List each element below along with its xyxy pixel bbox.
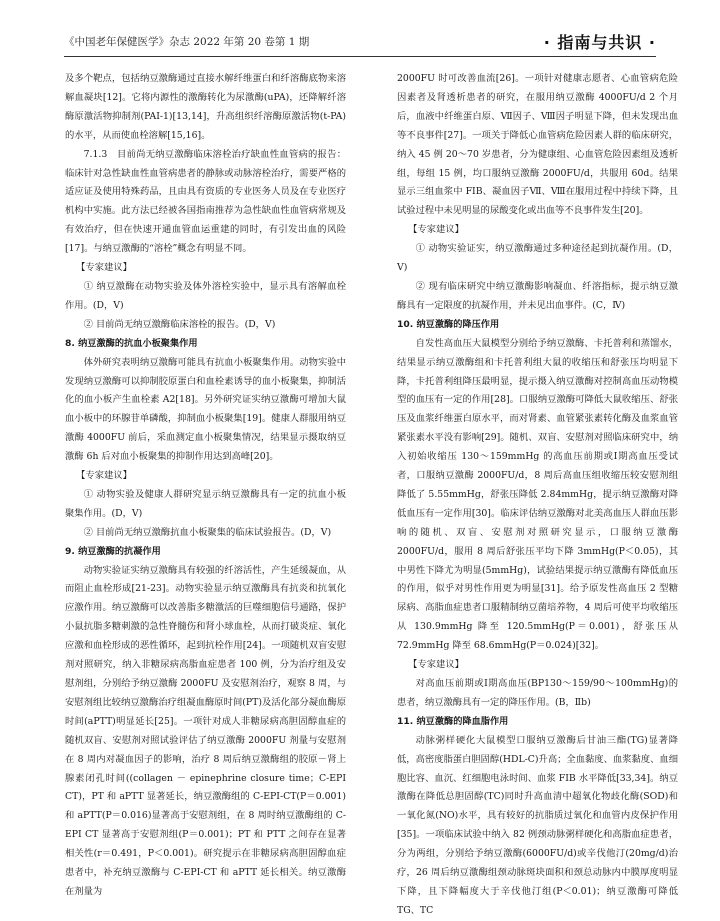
body-paragraph: 动物实验证实纳豆激酶具有较强的纤溶活性，产生延缓凝血，从而阻止血栓形成[21-23]。动物实验显示纳豆激酶具有抗炎和抗氧化应激作用。纳豆激酶可以改善脂多糖激活的巨噬细胞信号通路，保护小鼠抗脂多糖刺激的急性脊髓伤和肾小球血栓，从而打破炎症、氧化应激和血栓形成的恶性循环，起到抗栓作用[24]。一项随机双盲安慰剂对照研究，纳入非糖尿病高脂血症患者 100 例，分为治疗组及安慰剂组，分别给予纳豆激酶 2000FU 及安慰剂治疗，观察 8 周，与安慰剂组比较纳豆激酶治疗组凝血酶原时间(PT)及活化部分凝血酶原时间(aPTT)明显延长[25]。一项针对成人非糖尿病高胆固醇血症的随机双盲、安慰剂对照试验评估了纳豆激酶 2000FU 剂量与安慰剂在 8 周内对凝血因子的影响，治疗 8 周后纳豆激酶组的胶原－肾上腺素闭孔时间((collagen － epinephrine closure time；C-EPI CT)，PT 和 aPTT 显著延长，纳豆激酶组的 C-EPI-CT(P＝0.001)和 aPTT(P＝0.016)显著高于安慰剂组，在 8 周时纳豆激酶组的 C-EPI CT 显著高于安慰剂组(P＝0.001)；PT 和 PTT 之间存在显著相关性(r＝0.491，P＜0.001)。研究提示在非糖尿病高胆固醇血症患者中，补充纳豆激酶与 C-EPI-CT 和 aPTT 延长相关。纳豆激酶在剂量为 xyxy=(65,564,346,897)
body-paragraph: ① 动物实验及健康人群研究显示纳豆激酶具有一定的抗血小板聚集作用。(D，V) xyxy=(65,488,346,519)
page-header xyxy=(64,30,656,56)
section-heading: 11. 纳豆激酶的降血脂作用 xyxy=(397,715,509,727)
journal-citation: 《中国老年保健医学》杂志 2022 年第 20 卷第 1 期 xyxy=(64,36,310,48)
body-paragraph: ② 目前尚无纳豆激酶抗血小板聚集的临床试验报告。(D，V) xyxy=(83,526,332,538)
section-heading: 9. 纳豆激酶的抗凝作用 xyxy=(65,545,161,557)
right-column xyxy=(397,70,678,921)
body-paragraph: 自发性高血压大鼠模型分别给予纳豆激酶、卡托普利和蒸馏水，结果显示纳豆激酶组和卡托普利组大鼠的收缩压和舒张压均明显下降，卡托普利组降压最明显，提示摄入纳豆激酶对控制高血压动物模型的血压有一定的作用[28]。口服纳豆激酶可降低大鼠收缩压、舒张压及血浆纤维蛋白原水平，而对肾素、血管紧张素转化酶及血浆血管紧张素水平没有影响[29]。随机、双盲、安慰剂对照临床研究中，纳入初始收缩压 130～159mmHg 的高血压前期或Ⅰ期高血压受试者，口服纳豆激酶 2000FU/d，8 周后高血压组收缩压较安慰剂组降低了 5.55mmHg，舒张压降低 2.84mmHg，提示纳豆激酶对降低血压有一定作用[30]。临床评估纳豆激酶对北美高血压人群血压影响的随机、双盲、安慰剂对照研究显示，口服纳豆激酶 2000FU/d，服用 8 周后舒张压平均下降 3mmHg(P＜0.05)，其中男性下降尤为明显(5mmHg)，试验结果提示纳豆激酶有降低血压的作用，似乎对男性作用更为明显[31]。给予原发性高血压 2 型糖尿病、高脂血症患者口服精制纳豆菌培养物，4 周后可使平均收缩压从 130.9mmHg 降至 120.5mmHg(P＝0.001)，舒张压从 72.9mmHg 降至 68.6mmHg(P＝0.024)[32]。 xyxy=(397,337,678,652)
section-label: · 指南与共识 · xyxy=(543,33,656,52)
expert-advice-label: 【专家建议】 xyxy=(76,470,132,482)
header-rule xyxy=(64,56,656,57)
body-paragraph: ② 现有临床研究中纳豆激酶影响凝血、纤溶指标，提示纳豆激酶具有一定限度的抗凝作用，并未见出血事件。(C，Ⅳ) xyxy=(397,280,678,311)
body-paragraph: 对高血压前期或Ⅰ期高血压(BP130～159/90～100mmHg)的患者，纳豆激酶具有一定的降压作用。(B，Ⅱb) xyxy=(397,678,678,708)
body-paragraph: 2000FU 时可改善血流[26]。一项针对健康志愿者、心血管病危险因素者及肾透析患者的研究，在服用纳豆激酶 4000FU/d 2 个月后，血液中纤维蛋白原、Ⅶ因子、Ⅷ因子明显下降，但未发现出血等不良事件[27]。一项关于降低心血管病危险因素人群的临床研究，纳入 45 例 20～70 岁患者，分为健康组、心血管危险因素组及透析组，每组 15 例，均口服纳豆激酶 2000FU/d，共服用 60d。结果显示三组血浆中 FIB、凝血因子Ⅶ、Ⅷ在服用过程中持续下降，且试验过程中未见明显的尿酸变化或出血等不良事件发生[20]。 xyxy=(397,73,678,217)
body-paragraph: 及多个靶点，包括纳豆激酶通过直接水解纤维蛋白和纤溶酶底物来溶解血凝块[12]。它将内源性的激酶转化为尿激酶(uPA)，还降解纤溶酶原激活物抑制剂(PAI-1)[13,14]，升高组织纤溶酶原激活物(t-PA)的水平，从而使血栓溶解[15,16]。 xyxy=(65,73,346,141)
expert-advice-label: 【专家建议】 xyxy=(76,262,132,274)
body-paragraph: ② 目前尚无纳豆激酶临床溶栓的报告。(D，V) xyxy=(83,318,276,330)
body-paragraph: 体外研究表明纳豆激酶可能具有抗血小板聚集作用。动物实验中发现纳豆激酶可以抑制胶原蛋白和血栓素诱导的血小板聚集，抑制活化的血小板产生血栓素 A2[18]。另外研究证实纳豆激酶可增加大鼠血小板中的环腺苷单磷酸，抑制血小板聚集[19]。健康人群服用纳豆激酶 4000FU 前后，采血测定血小板聚集情况，结果显示摄取纳豆激酶 6h 后对血小板聚集的抑制作用达到高峰[20]。 xyxy=(65,356,346,463)
section-heading: 8. 纳豆激酶的抗血小板聚集作用 xyxy=(65,337,198,349)
body-paragraph: 动脉粥样硬化大鼠模型口服纳豆激酶后甘油三酯(TG)显著降低，高密度脂蛋白胆固醇(HDL-C)升高；全血黏度、血浆黏度、血细胞比容、血沉、红细胞电泳时间、血浆 FIB 水平降低[33,34]。纳豆激酶在降低总胆固醇(TC)同时升高血清中超氧化物歧化酶(SOD)和一氧化氮(NO)水平，具有较好的抗脂质过氧化和血管内皮保护作用[35]。一项临床试验中纳入 82 例颈动脉粥样硬化和高脂血症患者，分为两组，分别给予纳豆激酶(6000FU/d)或辛伐他汀(20mg/d)治疗，26 周后纳豆激酶组颈动脉斑块面积和颈总动脉内中膜厚度明显下降，且下降幅度大于辛伐他汀组(P＜0.01)；纳豆激酶可降低 TG、TC xyxy=(397,734,678,916)
expert-advice-label: 【专家建议】 xyxy=(408,659,464,671)
body-paragraph: ① 纳豆激酶在动物实验及体外溶栓实验中，显示具有溶解血栓作用。(D，V) xyxy=(65,280,346,311)
body-paragraph: 7.1.3 目前尚无纳豆激酶临床溶栓治疗缺血性血管病的报告：临床针对急性缺血性血管病患者的静脉或动脉溶栓治疗，需要严格的适应证及使用特殊药品，且由具有资质的专业医务人员及在专业医疗机构中实施。此方法已经被各国指南推荐为急性缺血性血管病常规及有效治疗，但在快速开通血管血运重建的同时，有引发出血的风险[17]。与纳豆激酶的“溶栓”概念有明显不同。 xyxy=(65,148,346,255)
body-paragraph: ① 动物实验证实，纳豆激酶通过多种途径起到抗凝作用。(D，V) xyxy=(397,243,678,274)
left-column xyxy=(65,70,346,902)
section-heading: 10. 纳豆激酶的降压作用 xyxy=(397,318,500,330)
expert-advice-label: 【专家建议】 xyxy=(408,224,464,236)
